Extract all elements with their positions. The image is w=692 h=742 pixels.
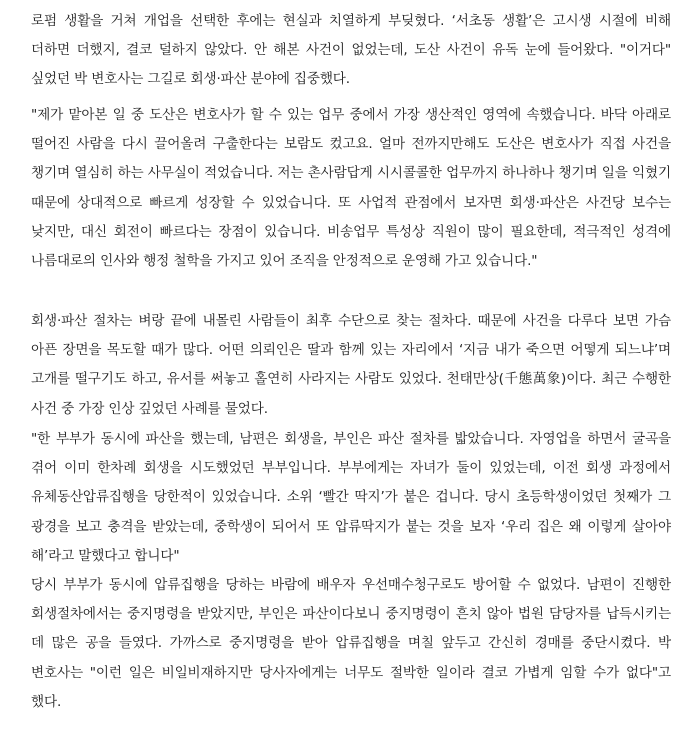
article-paragraph-1: 로펌 생활을 거쳐 개업을 선택한 후에는 현실과 치열하게 부딪혔다. ‘서초동 생활’은 고시생 시절에 비해 더하면 더했지, 결코 덜하지 않았다. 안 해본 사건이 없었는데, 도산 사건이 유독 눈에 들어왔다. "이거다" 싶었던 박 변호사는 그길로 회생·파산 분야에 집중했다.	[31, 13, 671, 88]
article-quote-paragraph-2: "한 부부가 동시에 파산을 했는데, 남편은 회생을, 부인은 파산 절차를 밟았습니다. 자영업을 하면서 굴곡을 겪어 이미 한차례 회생을 시도했었던 부부입니다. 부부에게는 자녀가 둘이 있었는데, 이전 회생 과정에서 유체동산압류집행을 당한적이 있었습니다. 소위 ‘빨간 딱지’가 붙은 겁니다. 당시 초등학생이었던 첫째가 그 광경을 보고 충격을 받았는데, 중학생이 되어서 또 압류딱지가 붙는 것을 보자 ‘우리 집은 왜 이렇게 살아야 해’라고 말했다고 합니다"	[31, 431, 671, 564]
article-quote-paragraph-1: "제가 맡아본 일 중 도산은 변호사가 할 수 있는 업무 중에서 가장 생산적인 영역에 속했습니다. 바닥 아래로 떨어진 사람을 다시 끌어올려 구출한다는 보람도 컸고요. 얼마 전까지만해도 도산은 변호사가 직접 사건을 챙기며 열심히 하는 사무실이 적었습니다. 저는 촌사람답게 시시콜콜한 업무까지 하나하나 챙기며 일을 익혔기 때문에 상대적으로 빠르게 성장할 수 있었습니다. 또 사업적 관점에서 보자면 회생·파산은 사건당 보수는 낮지만, 대신 회전이 빠르다는 장점이 있습니다. 비송업무 특성상 직원이 많이 필요한데, 적극적인 성격에 나름대로의 인사와 행정 철학을 가지고 있어 조직을 안정적으로 운영해 가고 있습니다."	[31, 107, 671, 270]
article-paragraph-3: 당시 부부가 동시에 압류집행을 당하는 바람에 배우자 우선매수청구로도 방어할 수 없었다. 남편이 진행한 회생절차에서는 중지명령을 받았지만, 부인은 파산이다보니 중지명령이 흔치 않아 법원 담당자를 납득시키는 데 많은 공을 들였다. 가까스로 중지명령을 받아 압류집행을 며칠 앞두고 간신히 경매를 중단시켰다. 박 변호사는 "이런 일은 비일비재하지만 당사자에게는 너무도 절박한 일이라 결코 가볍게 임할 수가 없다"고 했다.	[31, 577, 671, 710]
article-paragraph-2: 회생·파산 절차는 벼랑 끝에 내몰린 사람들이 최후 수단으로 찾는 절차다. 때문에 사건을 다루다 보면 가슴 아픈 장면을 목도할 때가 많다. 어떤 의뢰인은 딸과 함께 있는 자리에서 ‘지금 내가 죽으면 어떻게 되느냐’며 고개를 떨구기도 하고, 유서를 써놓고 홀연히 사라지는 사람도 있었다. 천태만상(千態萬象)이다. 최근 수행한 사건 중 가장 인상 깊었던 사례를 물었다.	[31, 313, 671, 417]
